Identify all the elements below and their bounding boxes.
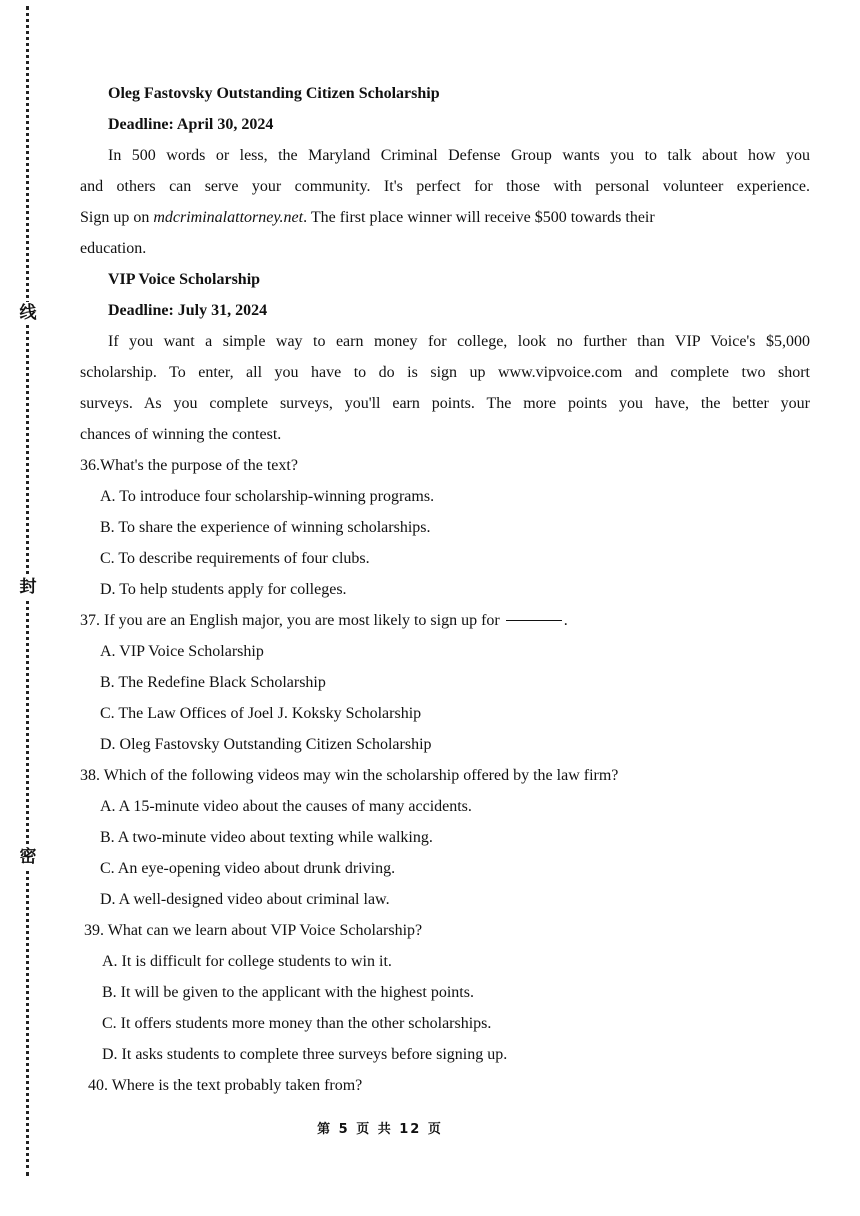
exam-page: [80, 78, 810, 1101]
question-36: [80, 450, 810, 605]
question-stem: 37. If you are an English major, you are most likely to sign up for .: [80, 612, 568, 629]
binding-char-feng: 封: [19, 577, 37, 597]
option-a: A. VIP Voice Scholarship: [100, 643, 264, 660]
paragraph-line: chances of winning the contest.: [80, 426, 282, 443]
binding-char-mi: 密: [19, 847, 37, 867]
scholarship-deadline: Deadline: April 30, 2024: [108, 116, 274, 133]
scholarship-vip-voice: [80, 264, 810, 450]
option-a: A. A 15-minute video about the causes of many accidents.: [100, 798, 472, 815]
option-b: B. It will be given to the applicant with the highest points.: [102, 984, 474, 1001]
option-d: D. A well-designed video about criminal law.: [100, 891, 390, 908]
option-b: B. A two-minute video about texting while walking.: [100, 829, 433, 846]
question-39: [80, 915, 810, 1070]
option-a: A. It is difficult for college students to win it.: [102, 953, 392, 970]
question-stem: 40. Where is the text probably taken from?: [88, 1077, 363, 1094]
scholarship-title: VIP Voice Scholarship: [108, 271, 261, 288]
option-d: D. To help students apply for colleges.: [100, 581, 347, 598]
page-number: 第 5 页 共 12 页: [317, 1122, 443, 1137]
paragraph-line: and others can serve your community. It's perfect for those with personal volunteer experience.: [80, 178, 810, 195]
paragraph-line: surveys. As you complete surveys, you'll earn points. The more points you have, the better your: [80, 395, 810, 412]
option-c: C. The Law Offices of Joel J. Koksky Scholarship: [100, 705, 422, 722]
option-a: A. To introduce four scholarship-winning programs.: [100, 488, 435, 505]
website-text: mdcriminalattorney.net: [153, 209, 304, 226]
paragraph-line: scholarship. To enter, all you have to do is sign up www.vipvoice.com and complete two short: [80, 364, 810, 381]
scholarship-title: Oleg Fastovsky Outstanding Citizen Scholarship: [108, 85, 440, 102]
paragraph-line: education.: [80, 240, 147, 257]
option-c: C. To describe requirements of four clubs.: [100, 550, 370, 567]
question-stem: 36.What's the purpose of the text?: [80, 457, 298, 474]
scholarship-deadline: Deadline: July 31, 2024: [108, 302, 268, 319]
option-b: B. To share the experience of winning scholarships.: [100, 519, 431, 536]
paragraph-line: In 500 words or less, the Maryland Criminal Defense Group wants you to talk about how you: [108, 147, 810, 164]
binding-char-xian: 线: [19, 303, 37, 323]
question-37: [80, 605, 810, 760]
scholarship-oleg-fastovsky: [80, 78, 810, 264]
answer-blank: [506, 620, 562, 621]
question-stem: 38. Which of the following videos may win the scholarship offered by the law firm?: [80, 767, 619, 784]
option-c: C. It offers students more money than the other scholarships.: [102, 1015, 492, 1032]
paragraph-line: Sign up on mdcriminalattorney.net. The first place winner will receive $500 towards their: [80, 209, 655, 226]
question-40: [80, 1070, 810, 1101]
option-c: C. An eye-opening video about drunk driving.: [100, 860, 396, 877]
option-b: B. The Redefine Black Scholarship: [100, 674, 326, 691]
question-38: [80, 760, 810, 915]
option-d: D. It asks students to complete three surveys before signing up.: [102, 1046, 508, 1063]
question-stem: 39. What can we learn about VIP Voice Scholarship?: [84, 922, 423, 939]
option-d: D. Oleg Fastovsky Outstanding Citizen Scholarship: [100, 736, 432, 753]
paragraph-line: If you want a simple way to earn money for college, look no further than VIP Voice's $5,000: [108, 333, 810, 350]
